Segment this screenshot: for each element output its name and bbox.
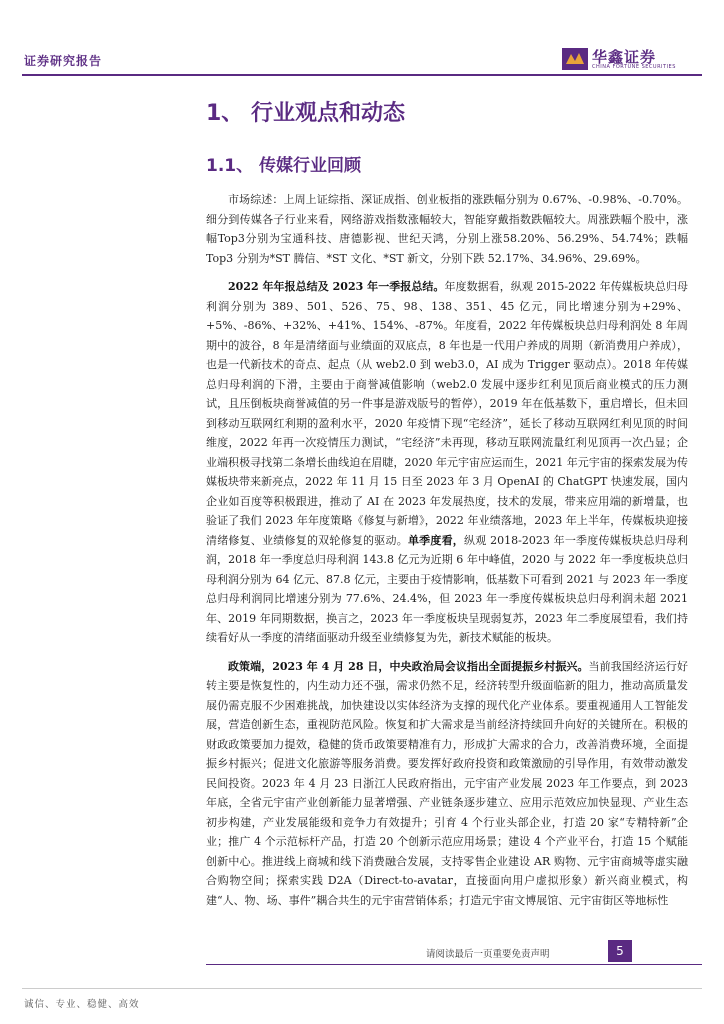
subsection-heading: 1.1、 传媒行业回顾 — [206, 156, 362, 176]
page-number: 5 — [608, 940, 632, 962]
paragraph-text: 年度数据看，纵观 2015-2022 年传媒板块总归母利润分别为 389、501、526、75、98、138、351、45 亿元，同比增速分别为+29%、+5%、-86%、+32%、+41%、154%、-87%。年度看，2022 年传媒板块总归母利润处 8 年周期中的波谷，8 年是清绪面与业绩面的双底点，8 年也是一代用户养成的周期（新消费用户养成），也是一代新技术的奇点、起点（从 web2.0 到 web3.0，AI 成为 Trigger 驱动点）。2018 年传媒总归母利润的下滑，主要由于商誉减值影响（web2.0 发展中逐步红利见顶后商业模式的压力测试，且压倒板块商誉减值的另一件事是游戏版号的暂停），2019 年在低基数下，重启增长，但未回到移动互联网红利期的盈利水平，2020 年疫情下现“宅经济”，延长了移动互联网红利见顶的时间维度，2022 年再一次疫情压力测试，“宅经济”未再现，移动互联网流量红利见顶再一次凸显；企业端积极寻找第二条增长曲线迫在眉睫，2020 年元宇宙应运而生，2021 年元宇宙的探索发展为传媒板块带来新亮点，2022 年 11 月 15 日至 2023 年 3 月 OpenAI 的 ChatGPT 快速发展，国内企业如百度等积极跟进，推动了 AI 在 2023 年发展热度，技术的发展，带来应用端的新增量，也验证了我们 2023 年年度策略《修复与新增》，2022 年业绩落地，2023 年上半年，传媒板块迎接清绪修复、业绩修复的双轮修复的驱动。 — [206, 280, 688, 547]
paragraph-text: 当前我国经济运行好转主要是恢复性的，内生动力还不强，需求仍然不足，经济转型升级面临新的阻力，推动高质量发展仍需克服不少困难挑战，加快建设以实体经济为支撑的现代化产业体系。要重视通用人工智能发展，营造创新生态，重视防范风险。恢复和扩大需求是当前经济持续回升向好的关键所在。积极的财政政策要加力提效，稳健的货币政策要精准有力，形成扩大需求的合力，改善消费环境，全面提振乡村振兴；促进文化旅游等服务消费。要发挥好政府投资和政策激励的引导作用，有效带动激发民间投资。2023 年 4 月 23 日浙江人民政府指出，元宇宙产业发展 2023 年工作要点，到 2023 年底，全省元宇宙产业创新能力显著增强、产业链条逐步建立、应用示范效应加快显现、产业生态初步构建，产业发展能级和竞争力有效提升；引育 4 个行业头部企业，打造 20 家“专精特新”企业；推广 4 个示范标杆产品，打造 20 个创新示范应用场景；建设 4 个产业平台，打造 15 个赋能创新中心。推进线上商城和线下消费融合发展，支持零售企业建设 AR 购物、元宇宙商城等虚实融合购物空间；探索实践 D2A（Direct-to-avatar，直接面向用户虚拟形象）新兴商业模式，构建“人、物、场、事件”耦合共生的元宇宙营销体系；打造元宇宙文博展馆、元宇宙街区等地标性 — [206, 659, 688, 907]
paragraph-policy — [206, 657, 688, 911]
paragraph-annual-summary — [206, 277, 688, 648]
company-slogan: 诚信、专业、稳健、高效 — [24, 999, 140, 1010]
header-divider — [22, 74, 702, 76]
logo-mark-icon — [562, 48, 588, 70]
footer-bottom-divider — [22, 988, 702, 989]
paragraph-text: 市场综述：上周上证综指、深证成指、创业板指的涨跌幅分别为 0.67%、-0.98%、-0.70%。细分到传媒各子行业来看，网络游戏指数涨幅较大，智能穿戴指数跌幅较大。周涨跌幅个股中，涨幅Top3分别为宝通科技、唐德影视、世纪天鸿，分别上涨58.20%、56.29%、54.74%；跌幅 Top3 分别为*ST 腾信、*ST 文化、*ST 新文，分别下跌 52.17%、34.96%、29.69%。 — [206, 193, 688, 265]
report-type-label: 证券研究报告 — [24, 54, 103, 68]
logo-subtitle: CHINA FORTUNE SECURITIES — [592, 64, 676, 70]
paragraph-lead: 政策端，2023 年 4 月 28 日，中央政治局会议指出全面提振乡村振兴。 — [228, 659, 589, 673]
company-logo — [562, 46, 702, 76]
paragraph-text: 纵观 2018-2023 年一季度传媒板块总归母利润，2018 年一季度总归母利润 143.8 亿元为近期 6 年中峰值，2020 与 2022 年一季度板块总归母利润分别为 64 亿元、87.8 亿元，主要由于疫情影响，低基数下可看到 2021 与 2023 年一季度总归母利润同比增速分别为 77.6%、24.4%，但 2023 年一季度传媒板块总归母利润未超 2021 年、2019 年同期数据，换言之，2023 年一季度板块呈现弱复苏，2023 年二季度展望看，我们持续看好从一季度的清绪面驱动升级至业绩修复为先，新技术赋能的板块。 — [206, 533, 689, 644]
paragraph-inline-lead: 单季度看， — [407, 533, 465, 547]
paragraph-lead: 2022 年年报总结及 2023 年一季报总结。 — [228, 280, 445, 293]
paragraph-market-summary — [206, 190, 688, 268]
section-heading: 1、 行业观点和动态 — [206, 101, 405, 126]
body-text — [206, 190, 688, 919]
footer-divider — [206, 964, 702, 965]
logo-text: 华鑫证券 — [592, 48, 657, 66]
disclaimer-note: 请阅读最后一页重要免责声明 — [426, 949, 550, 960]
